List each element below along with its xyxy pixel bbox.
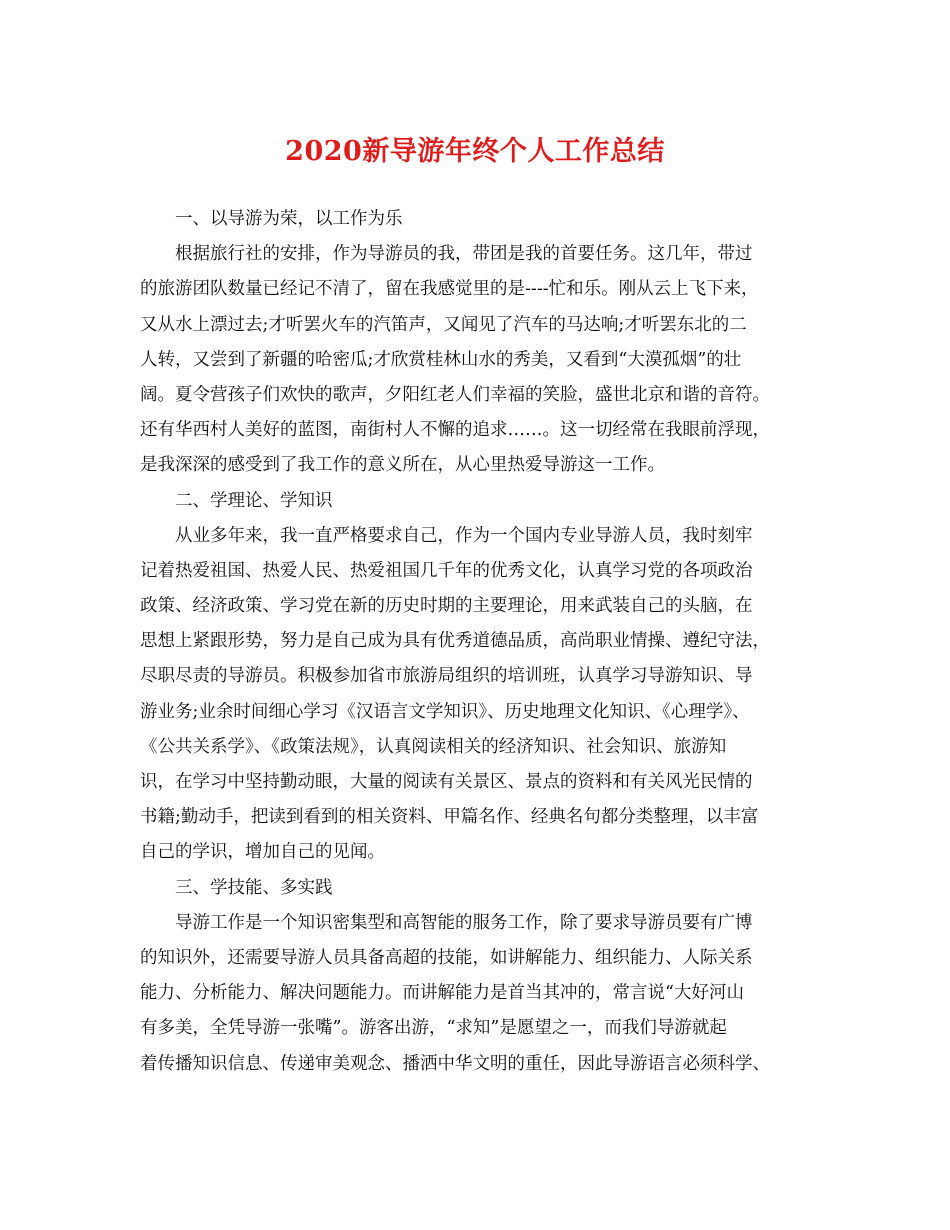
paragraph-line: 还有华西村人美好的蓝图，南街村人不懈的追求……。这一切经常在我眼前浮现， [140,420,770,441]
paragraph-line: 着传播知识信息、传递审美观念、播洒中华文明的重任，因此导游语言必须科学、 [140,1053,770,1074]
paragraph-line: 自己的学识，增加自己的见闻。 [140,842,385,863]
paragraph-line: 的旅游团队数量已经记不清了，留在我感觉里的是----忙和乐。刚从云上飞下来， [140,279,759,300]
paragraph-line: 人转，又尝到了新疆的哈密瓜;才欣赏桂林山水的秀美，又看到“大漠孤烟”的壮 [140,349,742,370]
paragraph-line: 尽职尽责的导游员。积极参加省市旅游局组织的培训班，认真学习导游知识、导 [140,666,753,687]
paragraph-line: 《公共关系学》、《政策法规》，认真阅读相关的经济知识、社会知识、旅游知 [140,736,727,757]
document-title: 2020新导游年终个人工作总结 [285,136,665,167]
section-heading-1: 一、以导游为荣，以工作为乐 [175,209,403,229]
paragraph-line: 能力、分析能力、解决问题能力。而讲解能力是首当其冲的，常言说“大好河山 [140,983,744,1004]
paragraph-line: 又从水上漂过去;才听罢火车的汽笛声，又闻见了汽车的马达响;才听罢东北的二 [140,314,747,335]
paragraph-line: 的知识外，还需要导游人员具备高超的技能，如讲解能力、组织能力、人际关系 [140,947,753,968]
paragraph-line: 导游工作是一个知识密集型和高智能的服务工作，除了要求导游员要有广博 [175,912,753,933]
paragraph-line: 从业多年来，我一直严格要求自己，作为一个国内专业导游人员，我时刻牢 [175,525,753,546]
document-body [140,202,816,1082]
paragraph-line: 阔。夏令营孩子们欢快的歌声，夕阳红老人们幸福的笑脸，盛世北京和谐的音符。 [140,384,770,405]
paragraph-line: 记着热爱祖国、热爱人民、热爱祖国几千年的优秀文化，认真学习党的各项政治 [140,560,753,581]
section-heading-3: 三、学技能、多实践 [175,877,333,898]
paragraph-line: 根据旅行社的安排，作为导游员的我，带团是我的首要任务。这几年，带过 [175,244,753,265]
paragraph-line: 是我深深的感受到了我工作的意义所在，从心里热爱导游这一工作。 [140,455,665,476]
paragraph-line: 游业务;业余时间细心学习《汉语言文学知识》、历史地理文化知识、《心理学》、 [140,701,750,722]
paragraph-line: 有多美，全凭导游一张嘴”。游客出游，“求知”是愿望之一，而我们导游就起 [140,1018,727,1039]
paragraph-line: 书籍;勤动手，把读到看到的相关资料、甲篇名作、经典名句都分类整理，以丰富 [140,807,759,828]
section-heading-2: 二、学理论、学知识 [175,490,333,511]
paragraph-line: 识，在学习中坚持勤动眼，大量的阅读有关景区、景点的资料和有关风光民情的 [140,772,753,792]
paragraph-line: 思想上紧跟形势，努力是自己成为具有优秀道德品质，高尚职业情操、遵纪守法， [140,631,770,652]
paragraph-line: 政策、经济政策、学习党在新的历史时期的主要理论，用来武装自己的头脑，在 [140,596,753,617]
